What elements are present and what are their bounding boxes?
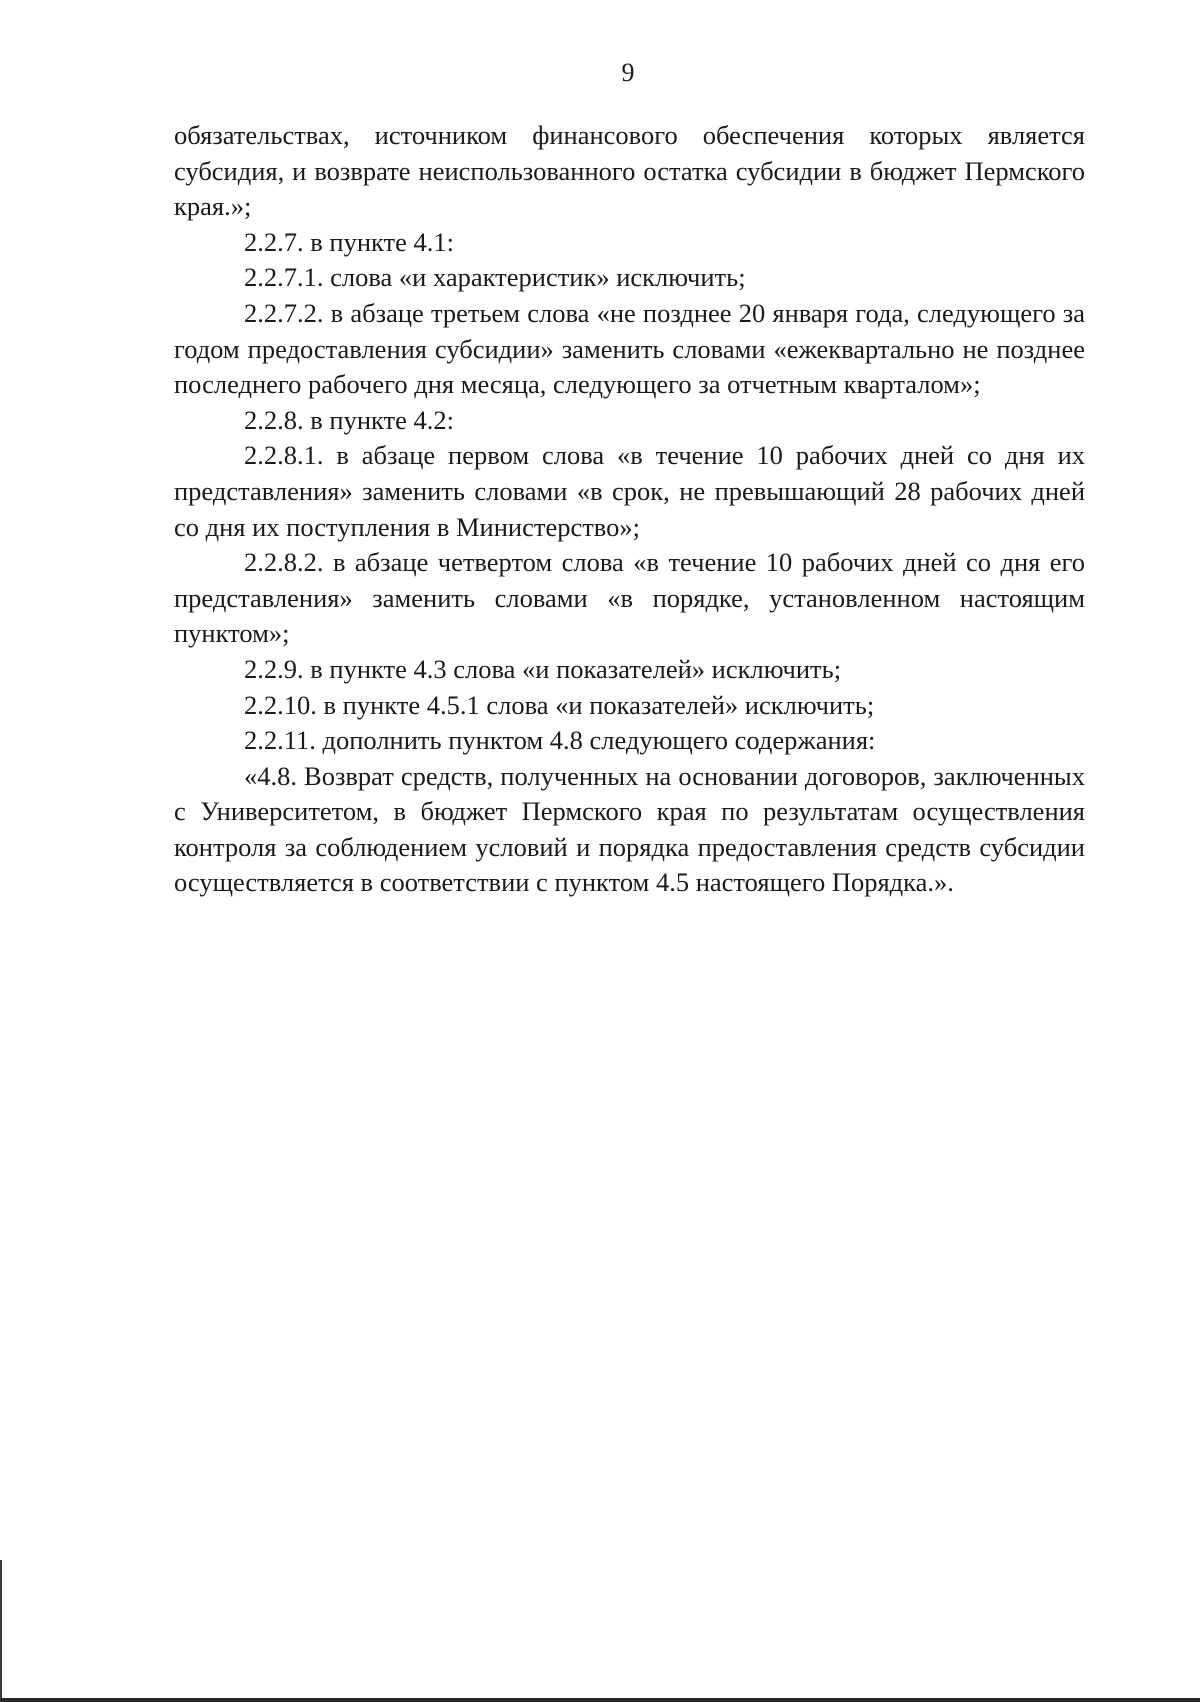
paragraph-2-2-7-2: 2.2.7.2. в абзаце третьем слова «не позднее 20 января года, следующего за годом предоставления субсидии» заменить словами «ежеквартально не позднее последнего рабочего дня месяца, следующего за отчетным кварталом»; <box>174 297 1085 400</box>
paragraph-2-2-11: 2.2.11. дополнить пунктом 4.8 следующего содержания: <box>244 725 876 756</box>
paragraph-2-2-8-2: 2.2.8.2. в абзаце четвертом слова «в течение 10 рабочих дней со дня его представления» заменить словами «в порядке, установленном настоящим пунктом»; <box>174 547 1085 649</box>
paragraph-2-2-7: 2.2.7. в пункте 4.1: <box>244 226 454 257</box>
page-number: 9 <box>621 58 635 87</box>
document-body <box>174 118 1085 901</box>
paragraph-2-2-8: 2.2.8. в пункте 4.2: <box>244 404 454 435</box>
scan-edge-bottom <box>0 1698 1200 1702</box>
paragraph-2-2-7-1: 2.2.7.1. слова «и характеристик» исключить; <box>244 262 746 293</box>
scan-edge-left <box>0 1560 2 1702</box>
paragraph-4-8: «4.8. Возврат средств, полученных на основании договоров, заключенных с Университетом, в бюджет Пермского края по результатам осуществления контроля за соблюдением условий и порядка предоставления средств субсидии осуществляется в соответствии с пунктом 4.5 настоящего Порядка.». <box>174 760 1085 898</box>
paragraph-2-2-10: 2.2.10. в пункте 4.5.1 слова «и показателей» исключить; <box>244 689 875 720</box>
paragraph-2-2-8-1: 2.2.8.1. в абзаце первом слова «в течение 10 рабочих дней со дня их представления» заменить словами «в срок, не превышающий 28 рабочих дней со дня их поступления в Министерство»; <box>174 440 1085 542</box>
paragraph-2-2-9: 2.2.9. в пункте 4.3 слова «и показателей» исключить; <box>244 653 842 684</box>
paragraph-continuation: обязательствах, источником финансового обеспечения которых является субсидия, и возврате неиспользованного остатка субсидии в бюджет Пермского края.»; <box>174 120 1085 222</box>
